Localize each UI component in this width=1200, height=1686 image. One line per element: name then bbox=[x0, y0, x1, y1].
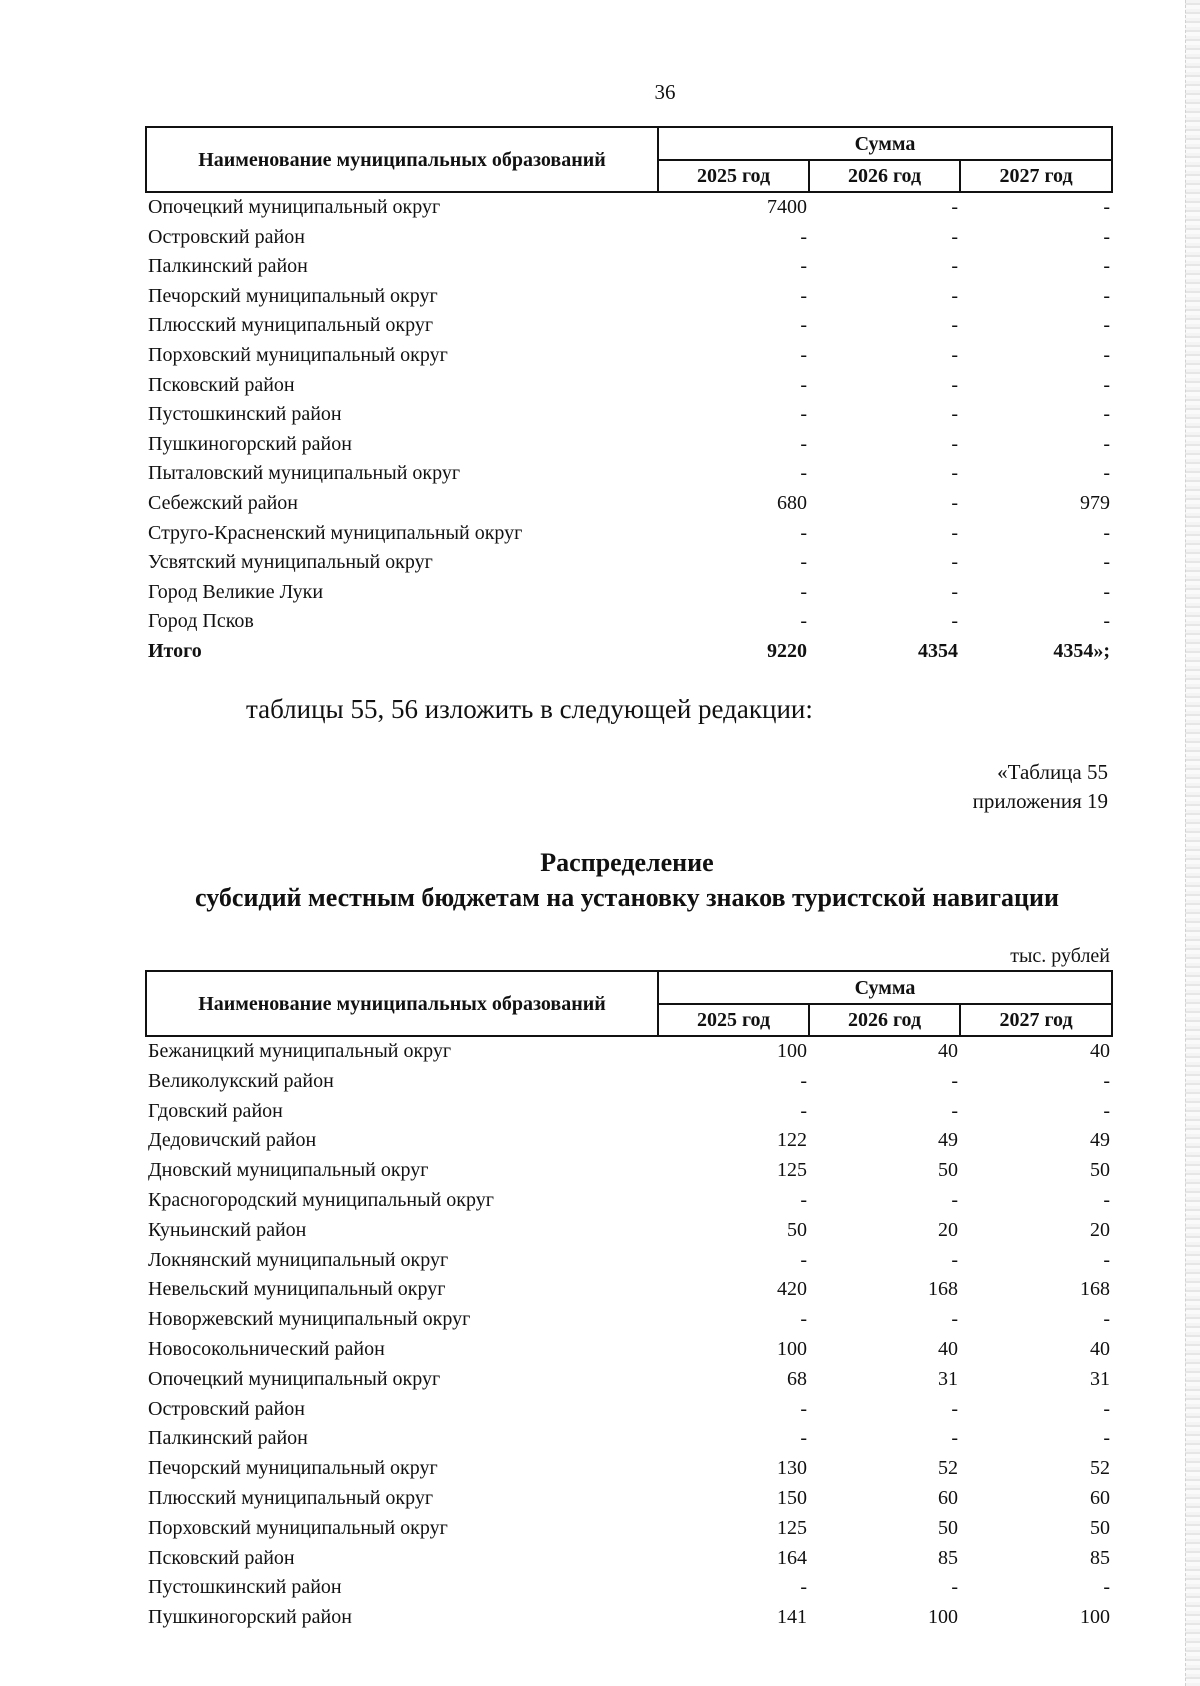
value-2025: - bbox=[800, 403, 807, 426]
value-2026: - bbox=[951, 196, 958, 218]
municipality-name: Пустошкинский район bbox=[148, 403, 342, 426]
municipality-name: Опочецкий муниципальный округ bbox=[148, 1367, 441, 1390]
value-2026: - bbox=[951, 373, 958, 396]
table-row bbox=[146, 1275, 1112, 1305]
amendment-instruction: таблицы 55, 56 изложить в следующей редакции: bbox=[246, 694, 813, 724]
municipality-name: Новосокольнический район bbox=[148, 1337, 385, 1360]
value-2025: - bbox=[800, 1188, 807, 1211]
value-2026: 31 bbox=[938, 1367, 958, 1390]
municipality-name: Печорский муниципальный округ bbox=[148, 1457, 438, 1480]
total-row bbox=[146, 637, 1112, 667]
value-2025: 130 bbox=[777, 1457, 807, 1480]
table-row bbox=[146, 1216, 1112, 1246]
value-2025: - bbox=[800, 1069, 807, 1092]
value-2025: - bbox=[800, 314, 807, 337]
table-row bbox=[146, 1454, 1112, 1484]
value-2025: 164 bbox=[777, 1546, 807, 1569]
table-row bbox=[146, 252, 1112, 282]
value-2025: 9220 bbox=[767, 639, 807, 662]
value-2026: 4354 bbox=[918, 639, 958, 662]
value-2026: - bbox=[951, 432, 958, 455]
value-2026: 40 bbox=[938, 1337, 958, 1360]
value-2025: - bbox=[800, 1248, 807, 1271]
municipality-name: Палкинский район bbox=[148, 1427, 308, 1450]
value-2027: - bbox=[1103, 255, 1111, 278]
value-2025: - bbox=[800, 1099, 807, 1122]
value-2026: - bbox=[951, 462, 958, 485]
column-header-2025: 2025 год bbox=[658, 1004, 809, 1036]
value-2025: - bbox=[800, 284, 807, 307]
table-row bbox=[146, 1603, 1112, 1633]
table-row bbox=[146, 430, 1112, 460]
value-2026: 60 bbox=[938, 1486, 958, 1509]
value-2025: 150 bbox=[777, 1486, 807, 1509]
municipality-name: Псковский район bbox=[148, 1546, 295, 1569]
table-row bbox=[146, 1036, 1112, 1067]
value-2027: - bbox=[1103, 225, 1111, 248]
municipality-name: Бежаницкий муниципальный округ bbox=[148, 1040, 452, 1062]
value-2026: - bbox=[951, 551, 958, 574]
value-2026: 49 bbox=[938, 1129, 958, 1152]
value-2027: - bbox=[1103, 551, 1111, 574]
value-2027: 85 bbox=[1090, 1546, 1111, 1569]
municipality-name: Великолукский район bbox=[148, 1069, 334, 1092]
value-2027: - bbox=[1103, 521, 1111, 544]
municipality-name: Невельский муниципальный округ bbox=[148, 1278, 446, 1301]
table-body bbox=[146, 192, 1112, 667]
municipality-name: Порховский муниципальный округ bbox=[148, 1516, 448, 1539]
value-2027: - bbox=[1103, 284, 1111, 307]
value-2027: 40 bbox=[1090, 1337, 1111, 1360]
municipality-name: Опочецкий муниципальный округ bbox=[148, 196, 441, 218]
value-2026: - bbox=[951, 1248, 958, 1271]
value-2026: - bbox=[951, 521, 958, 544]
table-row bbox=[146, 1365, 1112, 1395]
value-2027: - bbox=[1103, 1188, 1111, 1211]
value-2026: - bbox=[951, 403, 958, 426]
table-row bbox=[146, 489, 1112, 519]
value-2027: - bbox=[1103, 314, 1111, 337]
value-2027: - bbox=[1103, 1069, 1111, 1092]
value-2025: - bbox=[800, 373, 807, 396]
value-2026: - bbox=[951, 491, 958, 514]
value-2025: - bbox=[800, 580, 807, 603]
table-row bbox=[146, 1067, 1112, 1097]
municipality-name: Локнянский муниципальный округ bbox=[148, 1248, 449, 1271]
value-2026: - bbox=[951, 314, 958, 337]
value-2026: - bbox=[951, 343, 958, 366]
municipality-name: Итого bbox=[148, 639, 202, 662]
value-2025: - bbox=[800, 521, 807, 544]
value-2025: - bbox=[800, 432, 807, 455]
table-row bbox=[146, 311, 1112, 341]
table-row bbox=[146, 1305, 1112, 1335]
value-2027: - bbox=[1103, 1248, 1111, 1271]
value-2027: 50 bbox=[1090, 1516, 1111, 1539]
table-row bbox=[146, 223, 1112, 253]
value-2027: - bbox=[1103, 403, 1111, 426]
value-2026: - bbox=[951, 1397, 958, 1420]
municipality-name: Струго-Красненский муниципальный округ bbox=[148, 521, 523, 544]
municipality-name: Новоржевский муниципальный округ bbox=[148, 1308, 471, 1331]
column-header-2026: 2026 год bbox=[809, 1004, 960, 1036]
value-2025: 141 bbox=[777, 1606, 807, 1629]
value-2027: - bbox=[1103, 462, 1111, 485]
value-2026: - bbox=[951, 1069, 958, 1092]
value-2027: - bbox=[1103, 1099, 1111, 1122]
municipality-name: Порховский муниципальный округ bbox=[148, 343, 448, 366]
municipality-name: Дедовичский район bbox=[148, 1129, 317, 1152]
page-number: 36 bbox=[654, 80, 676, 104]
value-2027: - bbox=[1103, 373, 1111, 396]
municipality-name: Пушкиногорский район bbox=[148, 1606, 352, 1629]
value-2026: 40 bbox=[938, 1040, 958, 1062]
value-2025: 122 bbox=[777, 1129, 807, 1152]
column-header-name: Наименование муниципальных образований bbox=[146, 971, 658, 1036]
municipality-name: Красногородский муниципальный округ bbox=[148, 1188, 494, 1211]
value-2026: 50 bbox=[938, 1516, 958, 1539]
column-header-2026: 2026 год bbox=[809, 160, 960, 192]
municipality-name: Островский район bbox=[148, 1397, 305, 1420]
units-label: тыс. рублей bbox=[1010, 945, 1110, 967]
scan-edge bbox=[1185, 0, 1200, 1686]
column-header-2025: 2025 год bbox=[658, 160, 809, 192]
value-2025: - bbox=[800, 462, 807, 485]
column-header-sum: Сумма bbox=[658, 127, 1112, 160]
table-row bbox=[146, 519, 1112, 549]
value-2026: - bbox=[951, 580, 958, 603]
value-2027: 40 bbox=[1090, 1040, 1111, 1062]
value-2026: - bbox=[951, 1188, 958, 1211]
table-row bbox=[146, 1335, 1112, 1365]
budget-table-tourist-navigation bbox=[145, 970, 1113, 1633]
value-2027: 979 bbox=[1080, 491, 1111, 514]
value-2025: - bbox=[800, 1427, 807, 1450]
municipality-name: Куньинский район bbox=[148, 1218, 307, 1241]
municipality-name: Островский район bbox=[148, 225, 305, 248]
value-2025: 680 bbox=[777, 491, 807, 514]
municipality-name: Город Псков bbox=[148, 610, 254, 633]
value-2026: 50 bbox=[938, 1159, 958, 1182]
value-2027: 100 bbox=[1080, 1606, 1111, 1629]
value-2027: 4354»; bbox=[1053, 639, 1111, 662]
value-2026: 168 bbox=[928, 1278, 958, 1301]
table-row bbox=[146, 1484, 1112, 1514]
value-2025: - bbox=[800, 1308, 807, 1331]
table-row bbox=[146, 1186, 1112, 1216]
value-2026: - bbox=[951, 284, 958, 307]
value-2026: - bbox=[951, 225, 958, 248]
value-2026: - bbox=[951, 1308, 958, 1331]
value-2027: 20 bbox=[1090, 1218, 1111, 1241]
table-row bbox=[146, 1514, 1112, 1544]
value-2027: - bbox=[1103, 1576, 1111, 1599]
municipality-name: Псковский район bbox=[148, 373, 295, 396]
municipality-name: Палкинский район bbox=[148, 255, 308, 278]
municipality-name: Плюсский муниципальный округ bbox=[148, 314, 434, 337]
document-title: Распределение bbox=[540, 848, 714, 877]
value-2025: - bbox=[800, 551, 807, 574]
value-2027: 52 bbox=[1090, 1457, 1111, 1480]
municipality-name: Город Великие Луки bbox=[148, 580, 324, 603]
column-header-sum: Сумма bbox=[658, 971, 1112, 1004]
table-body bbox=[146, 1036, 1112, 1633]
municipality-name: Усвятский муниципальный округ bbox=[148, 551, 433, 574]
value-2026: 85 bbox=[938, 1546, 958, 1569]
table-row bbox=[146, 341, 1112, 371]
value-2025: 100 bbox=[777, 1040, 807, 1062]
value-2027: - bbox=[1103, 1397, 1111, 1420]
value-2025: - bbox=[800, 1576, 807, 1599]
value-2026: - bbox=[951, 1427, 958, 1450]
value-2025: - bbox=[800, 610, 807, 633]
table-row bbox=[146, 1246, 1112, 1276]
municipality-name: Печорский муниципальный округ bbox=[148, 284, 438, 307]
table-caption-appendix: приложения 19 bbox=[972, 789, 1108, 813]
value-2026: - bbox=[951, 255, 958, 278]
value-2027: 168 bbox=[1080, 1278, 1111, 1301]
value-2027: - bbox=[1103, 432, 1111, 455]
value-2027: 31 bbox=[1090, 1367, 1111, 1390]
table-row bbox=[146, 1544, 1112, 1574]
table-row bbox=[146, 578, 1112, 608]
value-2026: - bbox=[951, 1099, 958, 1122]
table-row bbox=[146, 1156, 1112, 1186]
municipality-name: Пустошкинский район bbox=[148, 1576, 342, 1599]
column-header-name: Наименование муниципальных образований bbox=[146, 127, 658, 192]
table-row bbox=[146, 282, 1112, 312]
municipality-name: Пыталовский муниципальный округ bbox=[148, 462, 461, 485]
value-2025: - bbox=[800, 343, 807, 366]
value-2026: 52 bbox=[938, 1457, 958, 1480]
table-row bbox=[146, 1097, 1112, 1127]
value-2025: 420 bbox=[777, 1278, 807, 1301]
value-2026: 20 bbox=[938, 1218, 958, 1241]
table-row bbox=[146, 1573, 1112, 1603]
table-row bbox=[146, 607, 1112, 637]
table-row bbox=[146, 400, 1112, 430]
value-2025: 68 bbox=[787, 1367, 807, 1390]
municipality-name: Дновский муниципальный округ bbox=[148, 1159, 429, 1182]
budget-table-continuation bbox=[145, 126, 1113, 667]
value-2027: 60 bbox=[1090, 1486, 1111, 1509]
value-2025: 125 bbox=[777, 1159, 807, 1182]
value-2027: - bbox=[1103, 343, 1111, 366]
value-2025: - bbox=[800, 1397, 807, 1420]
value-2025: - bbox=[800, 255, 807, 278]
municipality-name: Себежский район bbox=[148, 491, 298, 514]
value-2027: - bbox=[1103, 196, 1111, 218]
column-header-2027: 2027 год bbox=[960, 160, 1112, 192]
table-row bbox=[146, 371, 1112, 401]
municipality-name: Плюсский муниципальный округ bbox=[148, 1486, 434, 1509]
municipality-name: Гдовский район bbox=[148, 1099, 283, 1122]
value-2026: - bbox=[951, 610, 958, 633]
value-2027: - bbox=[1103, 610, 1111, 633]
municipality-name: Пушкиногорский район bbox=[148, 432, 352, 455]
table-row bbox=[146, 548, 1112, 578]
document-subtitle: субсидий местным бюджетам на установку знаков туристской навигации bbox=[195, 883, 1059, 912]
value-2025: 50 bbox=[787, 1218, 807, 1241]
value-2025: - bbox=[800, 225, 807, 248]
value-2025: 7400 bbox=[767, 196, 807, 218]
value-2027: 50 bbox=[1090, 1159, 1111, 1182]
value-2025: 125 bbox=[777, 1516, 807, 1539]
value-2027: - bbox=[1103, 1427, 1111, 1450]
value-2027: - bbox=[1103, 580, 1111, 603]
value-2026: - bbox=[951, 1576, 958, 1599]
table-caption: «Таблица 55 bbox=[997, 760, 1108, 784]
column-header-2027: 2027 год bbox=[960, 1004, 1112, 1036]
table-row bbox=[146, 1395, 1112, 1425]
table-row bbox=[146, 1126, 1112, 1156]
value-2027: 49 bbox=[1090, 1129, 1111, 1152]
table-row bbox=[146, 459, 1112, 489]
value-2027: - bbox=[1103, 1308, 1111, 1331]
table-row bbox=[146, 1424, 1112, 1454]
table-row bbox=[146, 192, 1112, 223]
value-2025: 100 bbox=[777, 1337, 807, 1360]
value-2026: 100 bbox=[928, 1606, 958, 1629]
